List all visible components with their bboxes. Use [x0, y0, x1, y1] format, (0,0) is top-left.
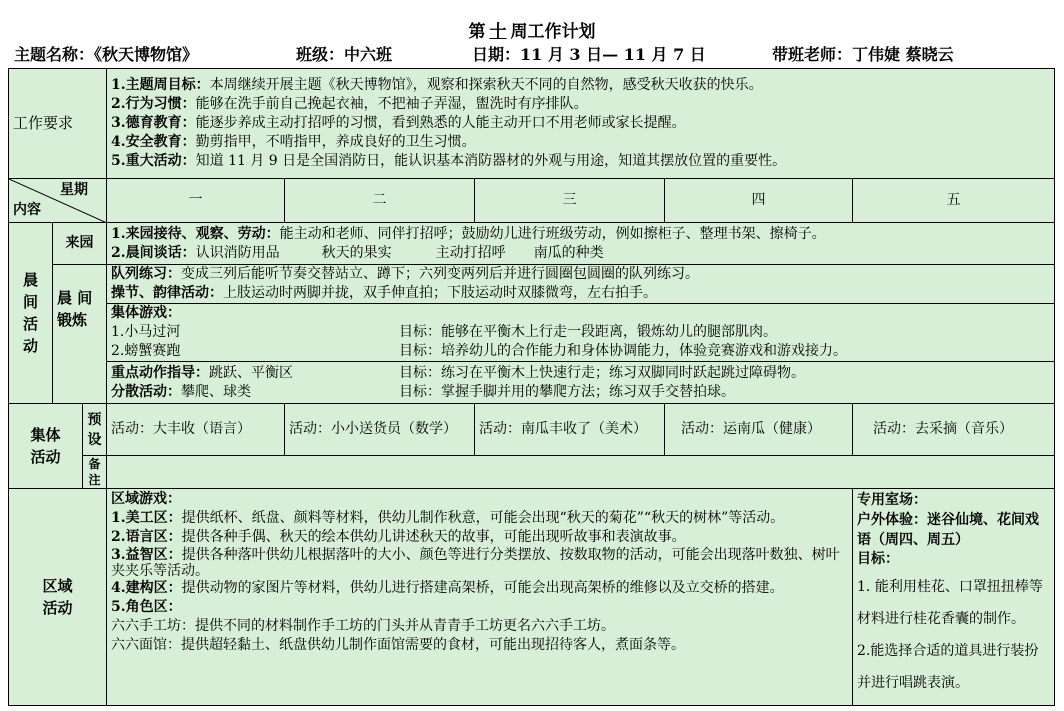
area-item: 1.美工区：提供纸杯、纸盘、颜料等材料，供幼儿制作秋意，可能会出现“秋天的菊花”“秋天的树林”等活动。	[111, 510, 785, 526]
group-activity-fri: 活动：去采摘（音乐）	[853, 404, 1055, 456]
day-header-wed: 三	[475, 179, 665, 223]
work-requirements-row	[9, 69, 1055, 179]
game-item: 2.螃蟹赛跑 目标：培养幼儿的合作能力和身体协调能力，体验竞赛游戏和游戏接力。	[111, 343, 848, 359]
group-activity-wed: 活动：南瓜丰收了（美术）	[475, 404, 665, 456]
plan-header	[14, 44, 1054, 66]
group-activity-mon: 活动：大丰收（语言）	[107, 404, 285, 456]
theme-name: 主题名称：《秋天博物馆》	[14, 45, 199, 64]
exercise-row	[9, 265, 1055, 304]
day-header-tue: 二	[285, 179, 475, 223]
corner-weekday: 星期	[60, 182, 89, 198]
group-games-row	[9, 304, 1055, 362]
key-actions-row	[9, 362, 1055, 404]
work-requirements-label: 工作要求	[9, 69, 107, 179]
weekday-header-row	[9, 179, 1055, 223]
group-activity-label: 集体活动	[9, 404, 83, 489]
corner-content: 内容	[13, 202, 41, 218]
note-label: 备注	[83, 456, 107, 489]
date-range: 日期：11 月 3 日— 11 月 7 日	[472, 45, 706, 64]
corner-cell	[9, 179, 107, 223]
area-item: 2.语言区：提供各种手偶、秋天的绘本供幼儿讲述秋天的故事，可能出现听故事和表演故事。	[111, 529, 686, 545]
group-activity-thu: 活动：运南瓜（健康）	[665, 404, 853, 456]
req-item: 2.行为习惯：能够在洗手前自己挽起衣袖，不把袖子弄湿，盥洗时有序排队。	[111, 96, 588, 112]
req-item: 1.主题周目标：本周继续开展主题《秋天博物馆》，观察和探索秋天不同的自然物，感受秋天收获的快乐。	[111, 77, 763, 93]
note-content	[107, 456, 1055, 489]
req-item: 5.重大活动：知道 11 月 9 日是全国消防日，能认识基本消防器材的外观与用途，知道其摆放位置的重要性。	[111, 153, 787, 169]
note-row	[9, 456, 1055, 489]
exercise-label: 晨 间锻炼	[53, 265, 107, 404]
game-item: 1.小马过河 目标：能够在平衡木上行走一段距离，锻炼幼儿的腿部肌肉。	[111, 324, 778, 340]
day-header-fri: 五	[853, 179, 1055, 223]
group-activity-tue: 活动：小小送货员（数学）	[285, 404, 475, 456]
arrival-label: 来园	[53, 223, 107, 265]
role-line: 六六面馆：提供超轻黏土、纸盘供幼儿制作面馆需要的食材，可能出现招待客人，煮面条等。	[111, 637, 686, 653]
special-room-content: 专用室场： 户外体验：迷谷仙境、花间戏语（周四、周五） 目标： 1. 能利用桂花、口罩扭扭棒等材料进行桂花香囊的制作。 2.能选择合适的道具进行装扮并进行唱跳表演。	[853, 489, 1055, 706]
area-item: 4.建构区：提供动物的家图片等材料，供幼儿进行搭建高架桥，可能会出现高架桥的维修以及立交桥的搭建。	[111, 580, 784, 596]
plan-table	[8, 68, 1055, 706]
arrival-content: 1.来园接待、观察、劳动：能主动和老师、同伴打招呼；鼓励幼儿进行班级劳动，例如擦柜子、整理书架、擦椅子。 2.晨间谈话：认识消防用品 秋天的果实 主动打招呼 南瓜的种类	[107, 223, 1055, 265]
week-number: 十	[489, 22, 507, 42]
area-activity-row	[9, 489, 1055, 706]
group-games-content: 集体游戏： 1.小马过河 目标：能够在平衡木上行走一段距离，锻炼幼儿的腿部肌肉。 2.螃蟹赛跑 目标：培养幼儿的合作能力和身体协调能力，体验竞赛游戏和游戏接力。	[107, 304, 1055, 362]
preset-label: 预设	[83, 404, 107, 456]
drill-content: 队列练习：变成三列后能听节奏交替站立、蹲下；六列变两列后并进行圆圈包圆圈的队列练习。 操节、韵律活动：上肢运动时两脚并拢，双手伸直拍；下肢运动时双膝微弯，左右拍手。	[107, 265, 1055, 304]
role-line: 六六手工坊：提供不同的材料制作手工坊的门头并从青青手工坊更名六六手工坊。	[111, 618, 616, 634]
day-header-mon: 一	[107, 179, 285, 223]
day-header-thu: 四	[665, 179, 853, 223]
teachers: 带班老师：丁伟婕 蔡晓云	[772, 45, 954, 64]
group-activity-row	[9, 404, 1055, 456]
area-item: 3.益智区：提供各种落叶供幼儿根据落叶的大小、颜色等进行分类摆放、按数取物的活动，可能会出现落叶数独、树叶夹夹乐等活动。	[111, 547, 840, 579]
class-name: 班级：中六班	[296, 45, 393, 64]
area-activity-label: 区域活动	[9, 489, 107, 706]
area-games-content: 区域游戏： 1.美工区：提供纸杯、纸盘、颜料等材料，供幼儿制作秋意，可能会出现“秋天的菊花”“秋天的树林”等活动。 2.语言区：提供各种手偶、秋天的绘本供幼儿讲述秋天的故事，可能出现听故事和表演故事。 3.益智区：提供各种落叶供幼儿根据落叶的大小、颜色等进行分类摆放、按数取物的活动，可能会出现落叶数独、树叶夹夹乐等活动。 4.建构区：提供动物的家图片等材料，供幼儿进行搭建高架桥，可能会出现高架桥的维修以及立交桥的搭建。 5.角色区： 六六手工坊：提供不同的材料制作手工坊的门头并从青青手工坊更名六六手工坊。 六六面馆：提供超轻黏土、纸盘供幼儿制作面馆需要的食材，可能出现招待客人，煮面条等。	[107, 489, 853, 706]
key-actions-content: 重点动作指导：跳跃、平衡区 目标：练习在平衡木上快速行走；练习双脚同时跃起跳过障碍物。 分散活动：攀爬、球类 目标：掌握手脚并用的攀爬方法；练习双手交替拍球。	[107, 362, 1055, 404]
req-item: 4.安全教育：勤剪指甲，不啃指甲，养成良好的卫生习惯。	[111, 134, 476, 150]
arrival-row	[9, 223, 1055, 265]
work-requirements-content	[107, 69, 1055, 179]
page-title: 第 十 周工作计划	[468, 22, 596, 42]
morning-activity-label: 晨间活动	[9, 223, 53, 404]
req-item: 3.德育教育：能逐步养成主动打招呼的习惯，看到熟悉的人能主动开口不用老师或家长提醒。	[111, 115, 686, 131]
